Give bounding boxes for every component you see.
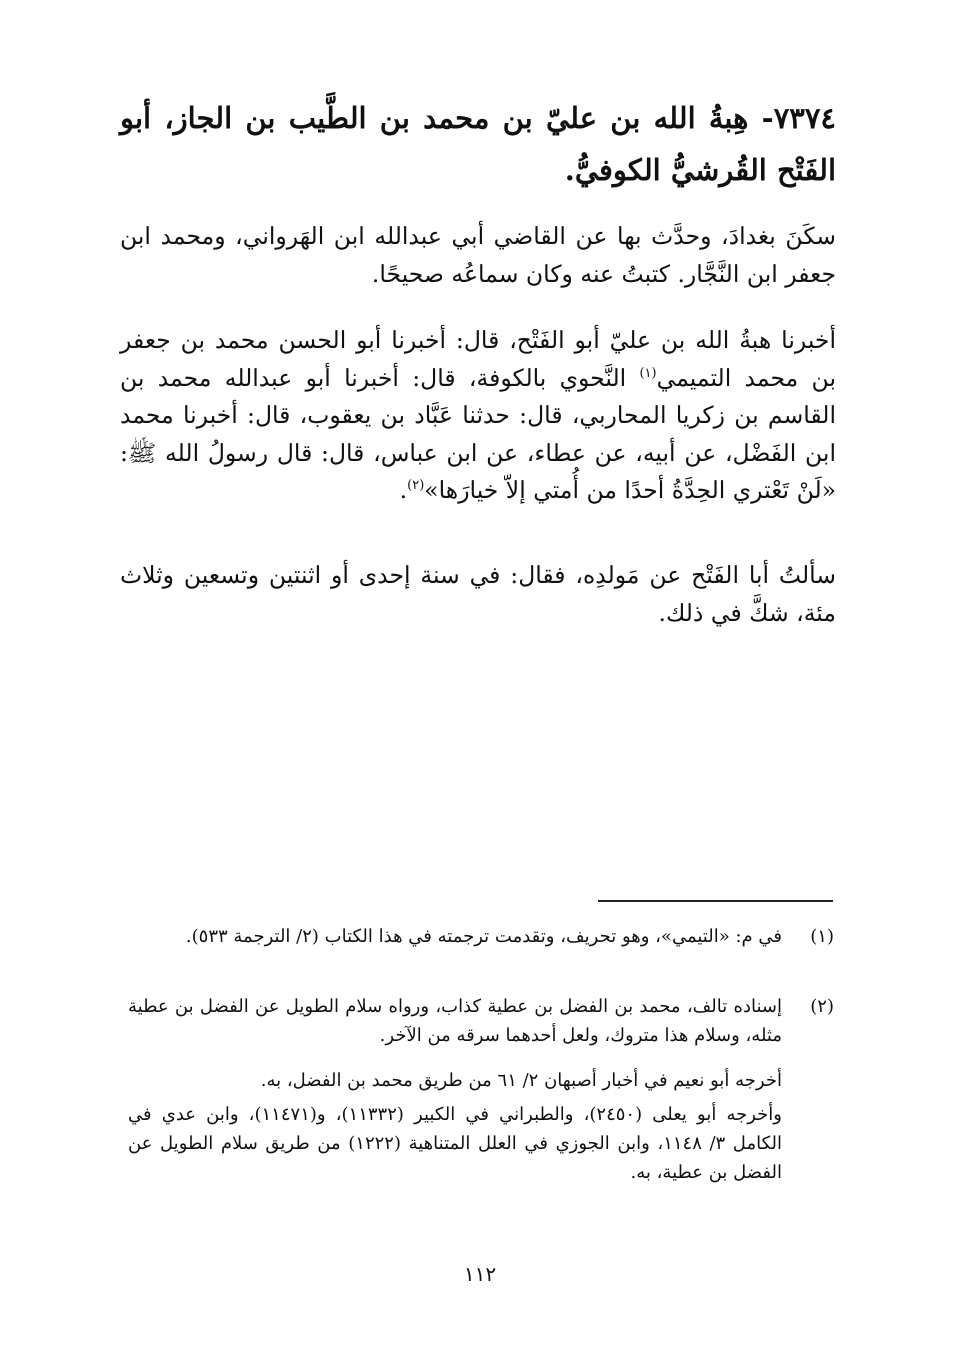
paragraph-isnad xyxy=(120,322,836,510)
footnote-ref-2[interactable]: (٢) xyxy=(407,478,425,494)
isnad-end: . xyxy=(399,476,408,504)
footnote-text: في م: «التيمي»، وهو تحريف، وتقدمت ترجمته في هذا الكتاب (٢/ الترجمة ٥٣٣). xyxy=(185,926,782,947)
footnote-number: (٢) xyxy=(810,996,834,1017)
footnote-2-continuation-2: وأخرجه أبو يعلى (٢٤٥٠)، والطبراني في الكبير (١١٣٣٢)، و(١١٤٧١)، وابن عدي في الكامل ٣/ ١١٤٨، وابن الجوزي في العلل المتناهية (١٢٢٢) من طريق سلام الطويل عن الفضل بن عطية، به. xyxy=(128,1104,782,1183)
page-number: ١١٢ xyxy=(463,1262,497,1286)
footnote-text: إسناده تالف، محمد بن الفضل بن عطية كذاب، ورواه سلام الطويل عن الفضل بن عطية مثله، وسلام هذا متروك، ولعل أحدهما سرقه من الآخر. xyxy=(128,996,782,1046)
footnote-1 xyxy=(128,922,834,951)
footnote-2-continuation-1: أخرجه أبو نعيم في أخبار أصبهان ٢/ ٦١ من طريق محمد بن الفضل، به. xyxy=(260,1070,782,1091)
footnote-number: (١) xyxy=(810,926,834,947)
paragraph-biography: سكَنَ بغدادَ، وحدَّث بها عن القاضي أبي عبدالله ابن الهَرواني، ومحمد ابن جعفر ابن النَّجَّار. كتبتُ عنه وكان سماعُه صحيحًا. xyxy=(120,222,836,288)
footnote-ref-1[interactable]: (١) xyxy=(639,365,657,381)
footnote-2 xyxy=(128,992,834,1050)
footnote-divider xyxy=(598,900,833,902)
paragraph-birth: سألتُ أبا الفَتْح عن مَولدِه، فقال: في سنة إحدى أو اثنتين وتسعين وثلاث مئة، شكَّ في ذلك. xyxy=(120,561,836,627)
isnad-part-1: أخبرنا هبةُ الله بن عليّ أبو الفَتْح، قال: أخبرنا أبو الحسن محمد بن جعفر بن محمد التميمي xyxy=(120,326,836,392)
isnad-part-2: النَّحوي بالكوفة، قال: أخبرنا أبو عبدالله محمد بن القاسم بن زكريا المحاربي، قال: حدثنا عَبَّاد بن يعقوب، قال: أخبرنا محمد ابن الفَضْل، عن أبيه، عن عطاء، عن ابن عباس، قال: قال رسولُ الله ﷺ: «لَنْ تَعْتري الحِدَّةُ أحدًا من أُمتي إلاّ خيارَها» xyxy=(120,363,836,504)
entry-heading: ٧٣٧٤- هِبةُ الله بن عليّ بن محمد بن الطَّيب بن الجاز، أبو الفَتْح القُرشيُّ الكوفيُّ. xyxy=(120,101,836,187)
